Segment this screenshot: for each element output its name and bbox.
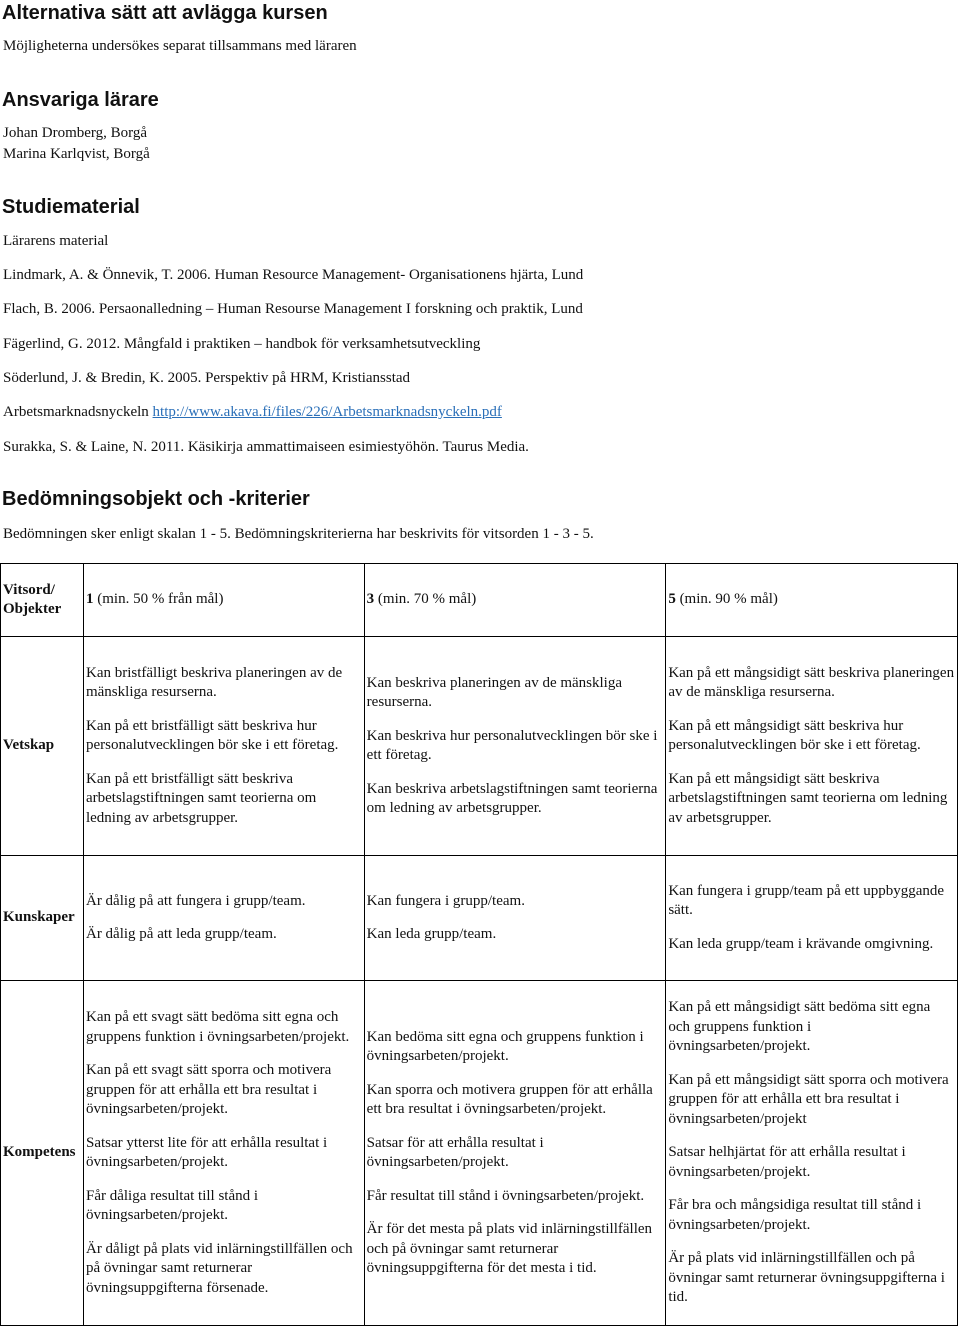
- criteria-text: Kan på ett bristfälligt sätt beskriva hur personalutvecklingen bör ske i ett företag.: [85, 717, 339, 754]
- teacher-line: Johan Dromberg, Borgå: [3, 125, 148, 141]
- criteria-text: Kan på ett mångsidigt sätt beskriva planeringen av de mänskliga resurserna.: [668, 664, 955, 701]
- criteria-table: [0, 563, 958, 1326]
- row-label-vetskap: Vetskap: [1, 637, 84, 856]
- criteria-text: Kan på ett mångsidigt sätt bedöma sitt egna och gruppens funktion i övningsarbeten/projekt.: [668, 999, 931, 1055]
- header-vitsord-objekter: [1, 564, 84, 637]
- cell-vetskap-3: [364, 637, 666, 856]
- heading-ansvariga: Ansvariga lärare: [2, 89, 159, 111]
- header-grade-5: [666, 564, 958, 637]
- reference-item: Surakka, S. & Laine, N. 2011. Käsikirja ammattimaiseen esimiestyöhön. Taurus Media.: [3, 439, 529, 455]
- criteria-text: Får resultat till stånd i övningsarbeten/projekt.: [366, 1187, 645, 1204]
- cell-kunskaper-5: [666, 856, 958, 981]
- grade-number: 1: [85, 591, 94, 608]
- cell-kompetens-5: [666, 981, 958, 1326]
- reference-item-link: [3, 404, 502, 421]
- criteria-text: Är dålig på att fungera i grupp/team.: [85, 892, 306, 909]
- table-header-row: [1, 564, 958, 637]
- header-objekter: Objekter: [3, 601, 62, 617]
- cell-kunskaper-3: [364, 856, 666, 981]
- criteria-text: Kan beskriva hur personalutvecklingen bör ske i ett företag.: [366, 727, 658, 763]
- header-grade-3: [364, 564, 666, 637]
- criteria-text: Kan sporra och motivera gruppen för att erhålla ett bra resultat i övningsarbeten/projekt.: [366, 1081, 653, 1117]
- grade-number: 5: [668, 591, 676, 608]
- heading-studiematerial: Studiematerial: [2, 196, 140, 218]
- material-subtitle: Lärarens material: [3, 233, 109, 249]
- teacher-line: Marina Karlqvist, Borgå: [3, 146, 150, 162]
- row-label-kompetens: Kompetens: [1, 981, 84, 1326]
- reference-link-prefix: Arbetsmarknadsnyckeln: [3, 404, 153, 420]
- criteria-text: Kan beskriva arbetslagstiftningen samt teorierna om ledning av arbetsgrupper.: [366, 780, 658, 816]
- header-grade-1: [83, 564, 364, 637]
- cell-kompetens-3: [364, 981, 666, 1326]
- header-vitsord: Vitsord/: [3, 581, 55, 598]
- reference-item: Söderlund, J. & Bredin, K. 2005. Perspektiv på HRM, Kristiansstad: [3, 370, 411, 386]
- cell-kunskaper-1: [83, 856, 364, 981]
- heading-bedomning: Bedömningsobjekt och -kriterier: [2, 488, 310, 510]
- criteria-text: Kan på ett svagt sätt sporra och motivera gruppen för att erhålla ett bra resultat i övningsarbeten/projekt.: [85, 1062, 332, 1117]
- criteria-text: Kan på ett svagt sätt bedöma sitt egna och gruppens funktion i övningsarbeten/projekt.: [85, 1009, 350, 1045]
- criteria-text: Är för det mesta på plats vid inlärningstillfällen och på övningar samt returnerar övningsuppgifterna för det mesta i tid.: [366, 1221, 653, 1276]
- criteria-text: Satsar helhjärtat för att erhålla resultat i övningsarbeten/projekt.: [668, 1144, 906, 1180]
- criteria-text: Kan på ett mångsidigt sätt sporra och motivera gruppen för att erhålla ett bra resultat i övningsarbeten/projekt: [668, 1071, 949, 1127]
- criteria-text: Kan leda grupp/team i krävande omgivning.: [668, 935, 934, 952]
- reference-item: Fägerlind, G. 2012. Mångfald i praktiken – handbok för verksamhetsutveckling: [3, 336, 481, 352]
- criteria-text: Kan leda grupp/team.: [366, 926, 497, 942]
- criteria-text: Kan på ett bristfälligt sätt beskriva arbetslagstiftningen samt teorierna om ledning av arbetsgrupper.: [85, 770, 317, 826]
- grade-desc: (min. 50 % från mål): [93, 591, 224, 608]
- criteria-text: Är dålig på att leda grupp/team.: [85, 926, 277, 942]
- table-row-vetskap: [1, 637, 958, 856]
- cell-kompetens-1: [83, 981, 364, 1326]
- table-row-kunskaper: [1, 856, 958, 981]
- criteria-text: Kan fungera i grupp/team på ett uppbyggande sätt.: [668, 882, 945, 919]
- reference-item: Flach, B. 2006. Persaonalledning – Human Resourse Management I forskning och praktik, Lund: [3, 301, 583, 317]
- cell-vetskap-1: [83, 637, 364, 856]
- criteria-text: Kan bristfälligt beskriva planeringen av de mänskliga resurserna.: [85, 664, 343, 701]
- criteria-text: Satsar för att erhålla resultat i övningsarbeten/projekt.: [366, 1134, 544, 1170]
- grade-number: 3: [366, 591, 375, 608]
- criteria-text: Kan beskriva planeringen av de mänskliga resurserna.: [366, 674, 623, 710]
- criteria-text: Kan på ett mångsidigt sätt beskriva arbetslagstiftningen samt teorierna om ledning av arbetsgrupper.: [668, 770, 948, 826]
- heading-alternativa: Alternativa sätt att avlägga kursen: [2, 2, 328, 24]
- criteria-text: Kan bedöma sitt egna och gruppens funktion i övningsarbeten/projekt.: [366, 1028, 644, 1064]
- alternativa-text: Möjligheterna undersökes separat tillsammans med läraren: [3, 38, 357, 54]
- grade-desc: (min. 70 % mål): [374, 591, 477, 608]
- criteria-text: Får dåliga resultat till stånd i övningsarbeten/projekt.: [85, 1187, 259, 1223]
- row-label-kunskaper: Kunskaper: [1, 856, 84, 981]
- criteria-text: Får bra och mångsidiga resultat till stånd i övningsarbeten/projekt.: [668, 1197, 922, 1233]
- criteria-text: Kan på ett mångsidigt sätt beskriva hur personalutvecklingen bör ske i ett företag.: [668, 717, 921, 754]
- criteria-text: Är dåligt på plats vid inlärningstillfällen och på övningar samt returnerar övningsuppgifterna försenade.: [85, 1240, 353, 1296]
- table-row-kompetens: [1, 981, 958, 1326]
- grade-desc: (min. 90 % mål): [675, 591, 778, 608]
- criteria-text: Satsar ytterst lite för att erhålla resultat i övningsarbeten/projekt.: [85, 1134, 328, 1170]
- cell-vetskap-5: [666, 637, 958, 856]
- reference-item: Lindmark, A. & Önnevik, T. 2006. Human Resource Management- Organisationens hjärta, Lund: [3, 267, 584, 283]
- arbetsmarknadsnyckeln-link[interactable]: http://www.akava.fi/files/226/Arbetsmarknadsnyckeln.pdf: [152, 404, 502, 420]
- criteria-text: Är på plats vid inlärningstillfällen och på övningar samt returnerar övningsuppgifterna i tid.: [668, 1250, 945, 1306]
- criteria-text: Kan fungera i grupp/team.: [366, 892, 525, 909]
- bedomning-text: Bedömningen sker enligt skalan 1 - 5. Bedömningskriterierna har beskrivits för vitsorden 1 - 3 - 5.: [3, 526, 594, 542]
